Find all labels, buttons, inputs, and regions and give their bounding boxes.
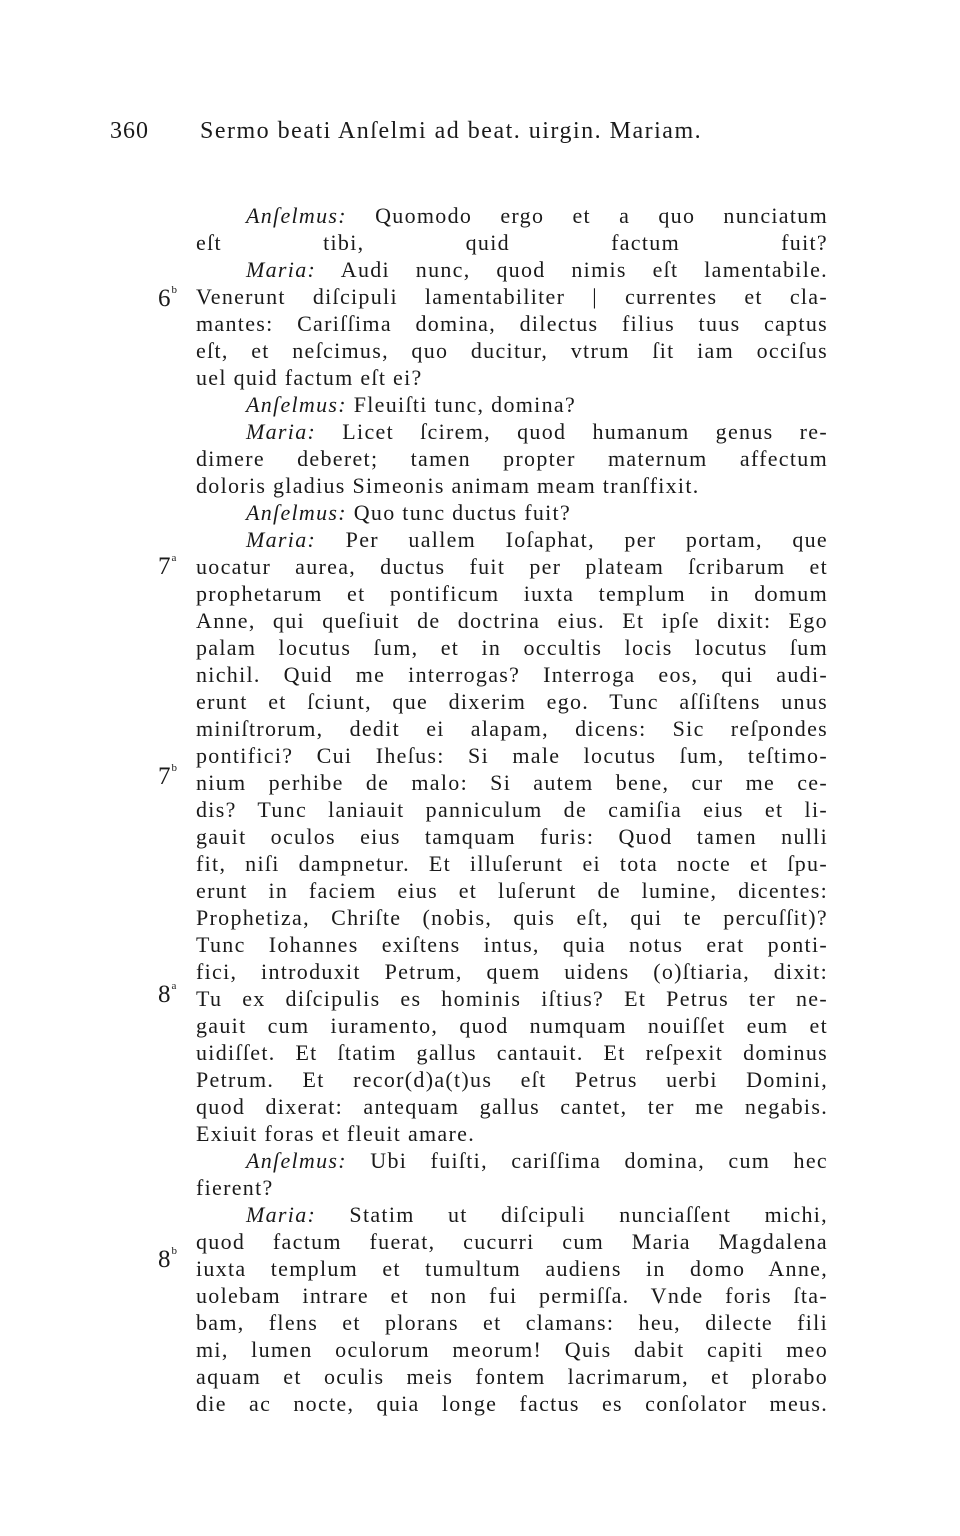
text-line: Anſelmus: Ubi fuiſti, cariſſima domina, cum hec xyxy=(246,1148,828,1173)
text-line: quod factum fuerat, cucurri cum Maria Magdalena xyxy=(196,1229,828,1254)
text-line: dimere deberet; tamen propter maternum affectum xyxy=(196,446,828,471)
text-line: nichil. Quid me interrogas? Interroga eos, qui audi- xyxy=(196,662,828,687)
text-line: Anſelmus: Quo tunc ductus fuit? xyxy=(246,500,572,525)
text-line: erunt in faciem eius et luſerunt de lumine, dicentes: xyxy=(196,878,828,903)
text-line: Anne, qui queſiuit de doctrina eius. Et ipſe dixit: Ego xyxy=(196,608,828,633)
text-line: Maria: Per uallem Ioſaphat, per portam, que xyxy=(246,527,828,552)
text-line: aquam et oculis meis fontem lacrimarum, et plorabo xyxy=(196,1364,828,1389)
running-title: Sermo beati Anſelmi ad beat. uirgin. Mariam. xyxy=(200,118,703,144)
text-line: uidiſſet. Et ſtatim gallus cantauit. Et reſpexit dominus xyxy=(196,1040,828,1065)
text-line: dis? Tunc laniauit panniculum de camiſia eius et li- xyxy=(196,797,828,822)
text-line: quod dixerat: antequam gallus cantet, ter me negabis. xyxy=(196,1094,828,1119)
text-line: Venerunt diſcipuli lamentabiliter | currentes et cla- xyxy=(196,284,828,309)
text-line: pontifici? Cui Iheſus: Si male locutus ſum, teſtimo- xyxy=(196,743,828,768)
text-line: fit, niſi dampnetur. Et illuſerunt ei tota nocte et ſpu- xyxy=(196,851,828,876)
text-line: bam, flens et plorans et clamans: heu, dilecte fili xyxy=(196,1310,828,1335)
text-line: Maria: Statim ut diſcipuli nunciaſſent michi, xyxy=(246,1202,828,1227)
margin-note: 8$^b$ xyxy=(158,1245,177,1273)
text-line: fici, introduxit Petrum, quem uidens (o)ſtiaria, dixit: xyxy=(196,959,828,984)
text-line: iuxta templum et tumultum audiens in domo Anne, xyxy=(196,1256,828,1281)
text-line: Exiuit foras et fleuit amare. xyxy=(196,1121,475,1146)
margin-note: 7$^a$ xyxy=(158,552,177,580)
text-line: eſt, et neſcimus, quo ducitur, vtrum ſit iam occiſus xyxy=(196,338,828,363)
text-line: Maria: Audi nunc, quod nimis eſt lamentabile. xyxy=(246,257,828,282)
margin-note: 6$^b$ xyxy=(158,284,177,312)
text-line: die ac nocte, quia longe factus es conſolator meus. xyxy=(196,1391,828,1416)
text-line: gauit oculos eius tamquam furis: Quod tamen nulli xyxy=(196,824,828,849)
text-line: uocatur aurea, ductus fuit per plateam ſcribarum et xyxy=(196,554,828,579)
text-line: doloris gladius Simeonis animam meam tranſfixit. xyxy=(196,473,700,498)
page-number: 360 xyxy=(110,118,149,144)
text-line: gauit cum iuramento, quod numquam nouiſſet eum et xyxy=(196,1013,828,1038)
text-line: erunt et ſciunt, que dixerim ego. Tunc aſſiſtens unus xyxy=(196,689,828,714)
text-line: mi, lumen oculorum meorum! Quis dabit capiti meo xyxy=(196,1337,828,1362)
text-line: miniſtrorum, dedit ei alapam, dicens: Sic reſpondes xyxy=(196,716,828,741)
text-line: uel quid factum eſt ei? xyxy=(196,365,423,390)
text-line: mantes: Cariſſima domina, dilectus filius tuus captus xyxy=(196,311,828,336)
text-line: Tu ex diſcipulis es hominis iſtius? Et Petrus ter ne- xyxy=(196,986,828,1011)
text-line: uolebam intrare et non fui permiſſa. Vnde foris ſta- xyxy=(196,1283,828,1308)
text-line: Prophetiza, Chriſte (nobis, quis eſt, qui te percuſſit)? xyxy=(196,905,828,930)
text-line: Tunc Iohannes exiſtens intus, quia notus erat ponti- xyxy=(196,932,828,957)
text-line: eſt tibi, quid factum fuit? xyxy=(196,230,828,255)
text-line: Petrum. Et recor(d)a(t)us eſt Petrus uerbi Domini, xyxy=(196,1067,828,1092)
margin-note: 7$^b$ xyxy=(158,762,177,790)
text-line: Anſelmus: Fleuiſti tunc, domina? xyxy=(246,392,577,417)
text-line: Anſelmus: Quomodo ergo et a quo nunciatum xyxy=(246,203,828,228)
text-line: prophetarum et pontificum iuxta templum in domum xyxy=(196,581,828,606)
text-line: Maria: Licet ſcirem, quod humanum genus re- xyxy=(246,419,828,444)
margin-note: 8$^a$ xyxy=(158,980,177,1008)
text-line: palam locutus ſum, et in occultis locis locutus ſum xyxy=(196,635,828,660)
text-line: nium perhibe de malo: Si autem bene, cur me ce- xyxy=(196,770,828,795)
text-line: fierent? xyxy=(196,1175,274,1200)
